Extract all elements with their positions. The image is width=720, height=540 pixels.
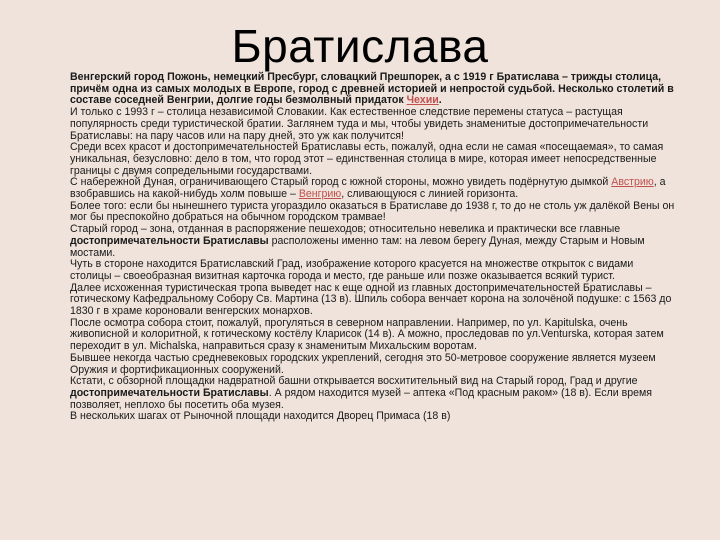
link-hungary[interactable]: Венгрию (298, 188, 342, 201)
intro-text: Венгерский город Пожонь, немецкий Пресбург, словацкий Прешпорек, а с 1919 г Братислава – трижды столица, причём одна из самых молодых в Европе, город с древней историей и непростой судьбой. Несколько столетий в составе соседней Венгрии, долгие годы безмолвный придаток (70, 71, 674, 107)
paragraph-intro (70, 72, 676, 107)
viewpoint-text-a: Кстати, с обзорной площадки надвратной башни открывается восхитительный вид на Старый город, Град и другие (70, 375, 638, 388)
intro-tail: . (438, 94, 442, 107)
paragraph-cathedral: Далее исхоженная туристическая тропа выведет нас к еще одной из главных достопримечательностей Братиславы – готическому Кафедральному Собору Св. Мартина (13 в). Шпиль собора венчает корона на золочёной подушке: с 1563 до 1830 г в храме короновали венгерских монархов. (70, 281, 672, 318)
paragraph-vienna-tram: Более того: если бы нынешнего туриста угораздило оказаться в Братиславе до 1938 г, то до не столь уж далёкой Вены он мог бы преспокойно добраться на обычном городском трамвае! (70, 199, 675, 224)
danube-text-c: , сливающуюся с линией горизонта. (341, 188, 519, 201)
viewpoint-text-b: . А рядом находится музей – аптека «Под красным раком» (18 в). Если время позволяет, неплохо бы посетить оба музея. (70, 386, 653, 411)
paragraph-gate-museum: Бывшее некогда частью средневековых городских укреплений, сегодня это 50-метровое сооружение является музеем Оружия и фортификационных сооружений. (70, 351, 656, 376)
danube-text-b: , а взобравшись на какой-нибудь холм повыше – (70, 176, 666, 201)
paragraph-borders: Среди всех красот и достопримечательностей Братиславы есть, пожалуй, одна если не самая «посещаемая», то самая уникальная, безусловно: дело в том, что город этот – единственная столица в мире, которая имеет непосредственные границы с двумя сопредельными государствами. (70, 141, 664, 177)
old-town-text-b: расположены именно там: на левом берегу Дуная, между Старым и Новым мостами. (70, 234, 645, 259)
link-czechia[interactable]: Чехии (406, 94, 439, 107)
body-text (70, 72, 676, 423)
paragraph-castle: Чуть в стороне находится Братиславский Град, изображение которого красуется на множестве открыток с видами столицы – своеобразная визитная карточка города и место, где раньше или позже оказывается всякий турист. (70, 258, 634, 282)
paragraph-independence: И только с 1993 г – столица независимой Словакии. Как естественное следствие перемены статуса – растущая популярность среди туристической братии. Заглянем туда и мы, чтобы увидеть знаменитые достопримечательности Братиславы: на пару часов или на пару дней, это уж как получится! (70, 106, 649, 142)
paragraph-danube (70, 177, 676, 200)
viewpoint-bold: достопримечательности Братиславы (70, 386, 269, 399)
danube-text-a: С набережной Дуная, ограничивающего Старый город с южной стороны, можно увидеть подёрнутую дымкой (70, 176, 612, 189)
paragraph-old-town (70, 224, 676, 259)
page-title: Братислава (231, 20, 489, 72)
paragraph-viewpoint (70, 376, 676, 411)
old-town-text-a: Старый город – зона, отданная в распоряжение пешеходов; относительно невелика и практически все главные (70, 223, 621, 236)
paragraph-primate-palace: В нескольких шагах от Рыночной площади находится Дворец Примаса (18 в) (70, 410, 451, 423)
old-town-bold: достопримечательности Братиславы (70, 234, 269, 247)
paragraph-walk-north: После осмотра собора стоит, пожалуй, прогуляться в северном направлении. Например, по ул. Kapitulska, очень живописной и колоритной, к готическому костёлу Кларисок (14 в). А можно, проследовав по ул.Venturska, которая затем переходит в ул. Michalska, направиться сразу к знаменитым Михальским воротам. (70, 316, 664, 353)
link-austria[interactable]: Австрию (611, 176, 654, 189)
